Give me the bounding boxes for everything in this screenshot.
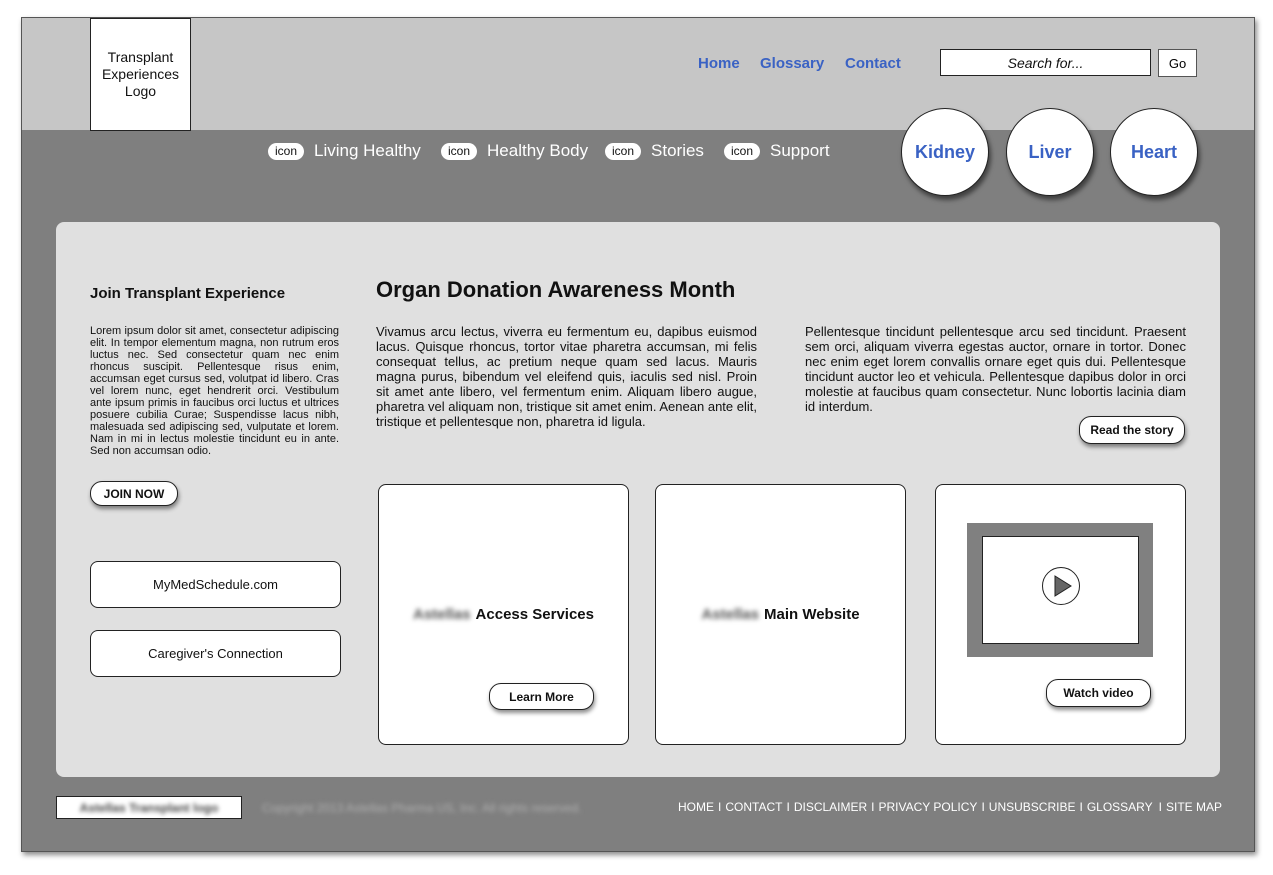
category-label: Support [770,141,830,160]
article-paragraph-1: Vivamus arcu lectus, viverra eu fermentum eu, dapibus euismod lacus. Quisque rhoncus, tortor vitae pharetra accumsan, mi felis consequat tellus, ac pretium neque quam sed lacus. Mauris magna purus, bibendum vel eleifend quis, iaculis sed nisl. Proin sit amet ante libero, vel fermentum enim. Aliquam libero augue, pharetra vel aliquam non, tristique sit amet enim. Aenean ante elit, tristique et pellentesque non, pharetra id ligula. [376,324,757,429]
brand-name: Astellas [413,606,471,623]
organ-liver-button[interactable]: Liver [1006,108,1094,196]
nav-glossary-link[interactable]: Glossary [760,55,825,72]
footer-logo[interactable] [56,796,242,819]
footer-links [678,800,1222,814]
footer-separator: I [871,800,875,814]
footer-separator: I [718,800,722,814]
support-icon: icon [724,143,760,160]
watch-video-button[interactable]: Watch video [1046,679,1151,707]
footer-separator: I [1079,800,1083,814]
footer-disclaimer-link[interactable]: DISCLAIMER [793,800,868,814]
footer-logo-text: Astellas Transplant logo [79,800,219,815]
card-title [379,606,628,623]
footer-separator: I [786,800,790,814]
nav-contact-link[interactable]: Contact [845,55,901,72]
healthy-body-icon: icon [441,143,477,160]
search-go-button[interactable]: Go [1158,49,1197,77]
footer-contact-link[interactable]: CONTACT [725,800,783,814]
category-stories[interactable] [605,140,704,162]
join-title: Join Transplant Experience [90,285,286,302]
nav-home-link[interactable]: Home [698,55,740,72]
category-label: Healthy Body [487,141,589,160]
category-label: Living Healthy [314,141,421,160]
footer-unsubscribe-link[interactable]: UNSUBSCRIBE [988,800,1076,814]
learn-more-button[interactable]: Learn More [489,683,594,710]
page-frame [21,17,1255,852]
search-input[interactable] [940,49,1151,76]
join-description: Lorem ipsum dolor sit amet, consectetur adipiscing elit. In tempor elementum magna, non rutrum eros luctus nec. Sed consectetur quam nec enim rhoncus suscipit. Pellentesque risus enim, accumsan eget cursus sed, volutpat id libero. Cras vel lorem nunc, eget hendrerit orci. Vestibulum ante ipsum primis in faucibus orci luctus et ultrices posuere cubilia Curae; Suspendisse lacus nibh, malesuada sed adipiscing sed, vulputate et lorem. Nam in mi in lectus molestie tincidunt eu in ante. Sed non accumsan odio. [90,325,339,457]
page-title: Organ Donation Awareness Month [376,277,736,302]
footer-privacy-link[interactable]: PRIVACY POLICY [878,800,978,814]
brand-name: Astellas [701,606,759,623]
video-player[interactable] [967,523,1153,657]
footer-glossary-link[interactable]: GLOSSARY [1086,800,1153,814]
footer-home-link[interactable]: HOME [678,800,715,814]
play-icon[interactable] [1042,567,1080,605]
living-healthy-icon: icon [268,143,304,160]
footer-separator: I [1158,800,1162,814]
card-title-text: Access Services [475,606,594,623]
organ-heart-button[interactable]: Heart [1110,108,1198,196]
stories-icon: icon [605,143,641,160]
access-services-card [378,484,629,745]
copyright-text: Copyright 2013 Astellas Pharma US, Inc. All rights reserved. [262,801,582,815]
video-frame [982,536,1139,644]
organ-kidney-button[interactable]: Kidney [901,108,989,196]
category-support[interactable] [724,140,830,162]
join-now-button[interactable]: JOIN NOW [90,481,178,506]
article-paragraph-2: Pellentesque tincidunt pellentesque arcu sed tincidunt. Praesent sem orci, aliquam viverra egestas auctor, ornare in tortor. Donec nec enim eget lorem convallis ornare eget quis dui. Pellentesque tincidunt auctor leo et vehicula. Pellentesque dapibus dolor in orci molestie at faucibus quam consectetur. Nunc lobortis lacinia diam id interdum. [805,324,1186,414]
mymedschedule-link[interactable]: MyMedSchedule.com [90,561,341,608]
card-title [656,606,905,623]
read-story-button[interactable]: Read the story [1079,416,1185,444]
video-card [935,484,1186,745]
category-label: Stories [651,141,704,160]
caregivers-connection-link[interactable]: Caregiver's Connection [90,630,341,677]
category-living-healthy[interactable] [268,140,421,162]
content-panel [56,222,1220,777]
category-healthy-body[interactable] [441,140,588,162]
card-title-text: Main Website [763,606,860,623]
main-website-card[interactable] [655,484,906,745]
footer-sitemap-link[interactable]: SITE MAP [1165,800,1222,814]
site-logo[interactable]: Transplant Experiences Logo [90,18,191,131]
footer-separator: I [981,800,985,814]
